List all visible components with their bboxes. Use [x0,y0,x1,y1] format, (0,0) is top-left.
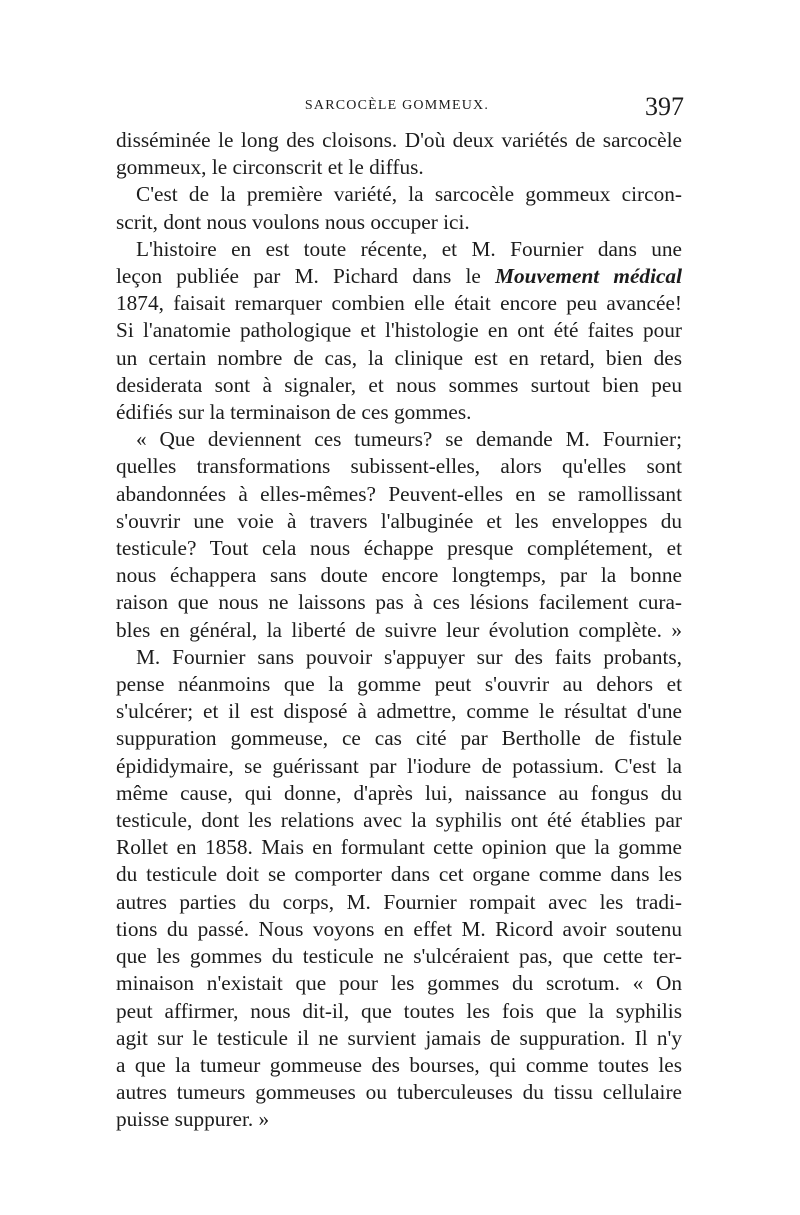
body-text [116,127,682,1134]
text-line: épididymaire, se guérissant par l'iodure de potassium. C'est la [116,753,682,778]
page-number: 397 [645,92,684,121]
text-line: C'est de la première variété, la sarcocèle gommeux circon- [136,182,682,207]
journal-title: Mouvement médical [495,264,683,289]
text-line: autres parties du corps, M. Fournier rompait avec les tradi- [116,889,682,914]
text-line: tions du passé. Nous voyons en effet M. Ricord avoir soutenu [116,916,682,941]
text-line: bles en général, la liberté de suivre leur évolution complète. » [116,617,682,642]
running-title: SARCOCÈLE GOMMEUX. [304,98,490,113]
text-line: agit sur le testicule il ne survient jamais de suppuration. Il n'y [116,1025,682,1050]
running-head [110,92,684,126]
text-line: testicule? Tout cela nous échappe presque complétement, et [116,536,682,561]
text-line [116,263,682,290]
text-line: Si l'anatomie pathologique et l'histologie en ont été faites pour [116,318,682,343]
text-line: pense néanmoins que la gomme peut s'ouvrir au dehors et [116,672,682,697]
text-line: s'ulcérer; et il est disposé à admettre, comme le résultat d'une [116,699,682,724]
text-line: que les gommes du testicule ne s'ulcéraient pas, que cette ter- [116,944,682,969]
text-line: minaison n'existait que pour les gommes du scrotum. « On [116,971,682,996]
text-line: 1874, faisait remarquer combien elle était encore peu avancée! [116,291,682,316]
text-line: disséminée le long des cloisons. D'où deux variétés de sarcocèle [116,128,682,152]
text-line: Rollet en 1858. Mais en formulant cette opinion que la gomme [116,835,682,860]
text-line: un certain nombre de cas, la clinique est en retard, bien des [116,345,682,370]
text-line: desiderata sont à signaler, et nous sommes surtout bien peu [116,372,682,397]
text-line: raison que nous ne laissons pas à ces lésions facilement cura- [116,590,682,615]
text-line: nous échappera sans doute encore longtemps, par la bonne [116,563,682,588]
text-line: peut affirmer, nous dit-il, que toutes les fois que la syphilis [116,998,682,1023]
text-line: a que la tumeur gommeuse des bourses, qui comme toutes les [116,1052,682,1077]
text-line: scrit, dont nous voulons nous occuper ici. [116,209,470,234]
text-line: testicule, dont les relations avec la syphilis ont été établies par [116,808,682,833]
text-line: même cause, qui donne, d'après lui, naissance au fongus du [116,780,682,805]
text-segment: leçon publiée par M. Pichard dans le [116,264,481,289]
text-line: « Que deviennent ces tumeurs? se demande M. Fournier; [136,427,682,452]
text-line: autres tumeurs gommeuses ou tuberculeuses du tissu cellulaire [116,1080,682,1105]
text-line: M. Fournier sans pouvoir s'appuyer sur des faits probants, [136,644,682,669]
text-line: suppuration gommeuse, ce cas cité par Bertholle de fistule [116,726,682,751]
text-line: du testicule doit se comporter dans cet organe comme dans les [116,862,682,887]
text-line: L'histoire en est toute récente, et M. Fournier dans une [136,236,682,261]
text-line: édifiés sur la terminaison de ces gommes. [116,400,472,425]
text-line: puisse suppurer. » [116,1107,270,1132]
text-line: gommeux, le circonscrit et le diffus. [116,155,424,180]
text-line: quelles transformations subissent-elles, alors qu'elles sont [116,454,682,479]
text-line: abandonnées à elles-mêmes? Peuvent-elles en se ramollissant [116,481,682,506]
text-line: s'ouvrir une voie à travers l'albuginée et les enveloppes du [116,508,682,533]
